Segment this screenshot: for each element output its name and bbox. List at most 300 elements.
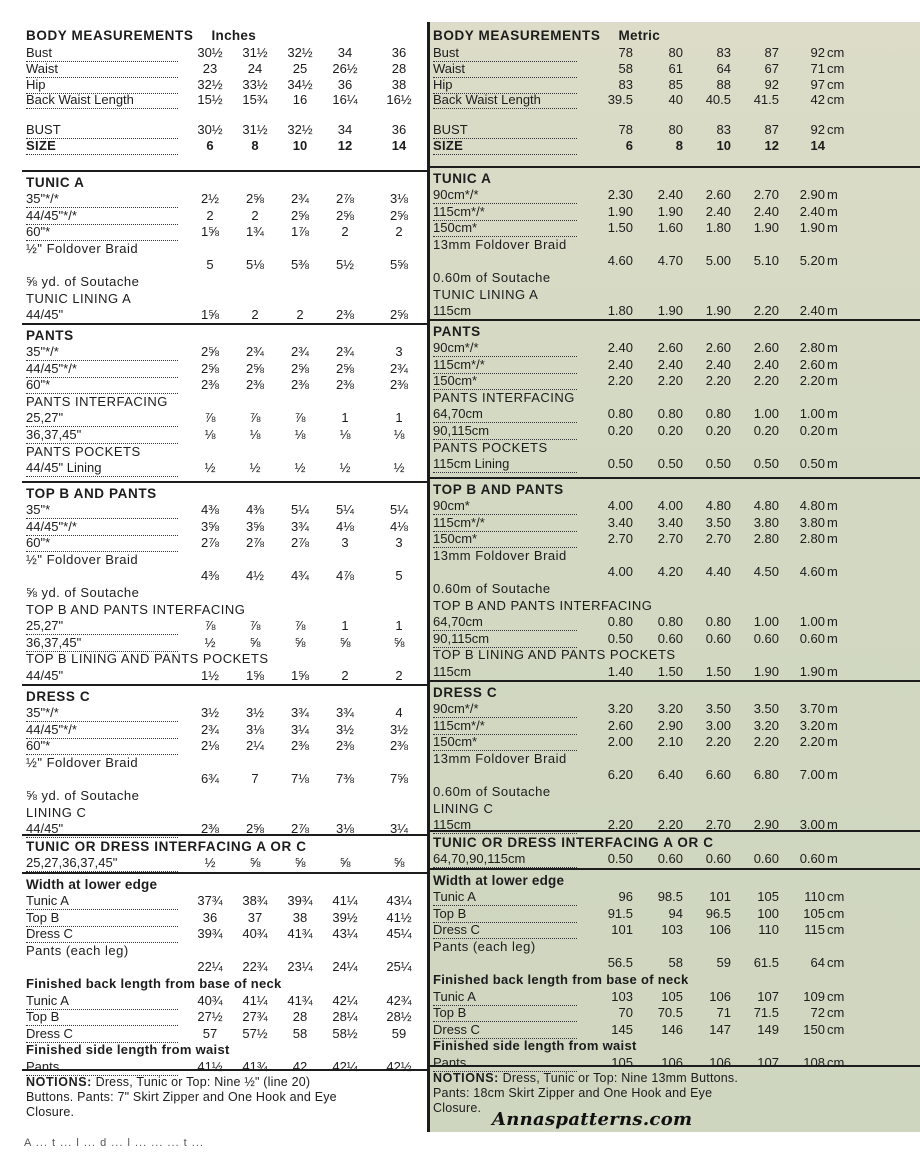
table-row xyxy=(429,647,920,663)
cell-value: 40¾ xyxy=(197,992,223,1008)
cell-value: 34½ xyxy=(287,76,313,92)
cell-value: 0.60 xyxy=(799,630,825,646)
table-row xyxy=(22,585,428,601)
cell-value: ½ xyxy=(294,460,306,476)
row-label: 115cm Lining xyxy=(433,456,577,473)
cell-value: 72 xyxy=(810,1005,825,1021)
cell-value: 2½ xyxy=(200,191,220,206)
cell-value: 2⅞ xyxy=(335,191,355,206)
cell-value: 2.20 xyxy=(705,734,731,750)
cell-value: 78 xyxy=(618,45,633,60)
cell-value: 4.00 xyxy=(607,498,633,513)
row-label: 64,70,90,115cm xyxy=(433,851,577,868)
cell-value: 38 xyxy=(391,76,407,92)
row-label: 90,115cm xyxy=(433,631,577,648)
row-label: ½" Foldover Braid xyxy=(26,240,139,256)
cell-value: 2.70 xyxy=(657,531,683,547)
cell-value: 32½ xyxy=(287,122,313,137)
cell-value: 7⅛ xyxy=(290,771,310,787)
cell-value: 2.20 xyxy=(607,373,633,389)
row-label: ½" Foldover Braid xyxy=(26,551,139,567)
section-title: Width at lower edge xyxy=(26,877,158,892)
cell-value: 2.70 xyxy=(705,531,731,547)
cell-value: 103 xyxy=(661,922,683,938)
cell-value: 32½ xyxy=(197,76,223,92)
cell-value: 2.40 xyxy=(705,356,731,372)
section-pants xyxy=(429,319,920,479)
row-label: 90cm*/* xyxy=(433,187,577,204)
cell-value: 2⅜ xyxy=(335,738,355,754)
cell-value: 103 xyxy=(611,988,633,1004)
section-title xyxy=(26,28,256,44)
section-top-b-and-pants xyxy=(22,481,428,686)
cell-value: 26½ xyxy=(332,60,358,76)
section-top-b-and-pants xyxy=(429,477,920,682)
cell-value: 3½ xyxy=(335,721,355,737)
unit-label: m xyxy=(827,406,838,422)
row-label: Waist xyxy=(26,61,178,78)
cell-value: 5 xyxy=(206,257,214,273)
notions-line: Buttons. Pants: 7" Skirt Zipper and One Hook and Eye xyxy=(26,1090,337,1104)
row-label: LINING C xyxy=(26,804,87,820)
cell-value: 0.80 xyxy=(607,406,633,422)
section-notions xyxy=(22,1069,428,1131)
cell-value: 2.80 xyxy=(799,531,825,547)
cell-value: 58 xyxy=(292,1025,308,1041)
row-label: 60"* xyxy=(26,377,178,394)
cell-value: 22¾ xyxy=(242,959,268,975)
table-row xyxy=(22,291,428,307)
cell-value: 4.40 xyxy=(705,564,731,580)
unit-label: cm xyxy=(827,955,845,971)
cell-value: 30½ xyxy=(197,122,223,137)
unit-label: m xyxy=(827,851,838,866)
row-label: 60"* xyxy=(26,224,178,241)
cell-value: 7 xyxy=(251,771,259,787)
cell-value: 4.00 xyxy=(607,564,633,580)
row-label: 35"*/* xyxy=(26,191,178,208)
row-label: PANTS POCKETS xyxy=(26,443,141,459)
cell-value: 40.5 xyxy=(705,92,731,108)
section-title: TUNIC A xyxy=(433,171,492,186)
cell-value: 28½ xyxy=(386,1009,412,1025)
cell-value: 4.70 xyxy=(657,253,683,269)
cell-value: 3½ xyxy=(200,705,220,720)
cell-value: 2.40 xyxy=(799,203,825,219)
cell-value: 5.20 xyxy=(799,253,825,269)
table-row xyxy=(22,122,428,138)
table-row xyxy=(22,855,428,871)
table-row xyxy=(429,373,920,389)
table-row xyxy=(22,427,428,443)
cell-value: 2 xyxy=(206,207,214,223)
cell-value: 3¾ xyxy=(335,705,355,720)
cell-value: 80 xyxy=(668,45,683,60)
table-row xyxy=(22,361,428,377)
cell-value: 36 xyxy=(202,909,218,925)
section-dress-c xyxy=(22,684,428,836)
cell-value: 1.90 xyxy=(657,203,683,219)
cell-value: 2 xyxy=(251,307,259,323)
cell-value: 1.00 xyxy=(799,406,825,422)
cell-value: 39¾ xyxy=(287,893,313,908)
unit-label: m xyxy=(827,373,838,389)
cell-value: 2 xyxy=(395,224,403,240)
cell-value: 6.40 xyxy=(657,767,683,783)
cell-value: 2.00 xyxy=(607,734,633,750)
row-label: 60"* xyxy=(26,738,178,755)
cell-value: 5 xyxy=(395,568,403,584)
table-row xyxy=(429,61,920,77)
cell-value: 1⅝ xyxy=(200,307,220,323)
cell-value: 41¾ xyxy=(287,926,313,942)
cell-value: 2¾ xyxy=(389,360,409,376)
cell-value: 3¾ xyxy=(290,705,310,720)
row-label: SIZE xyxy=(26,138,178,155)
row-label: 0.60m of Soutache xyxy=(433,581,551,596)
cell-value: 70.5 xyxy=(657,1005,683,1021)
cell-value: 3.80 xyxy=(753,514,779,530)
table-row xyxy=(429,253,920,269)
cell-value: 3⅛ xyxy=(389,191,409,206)
cell-value: 0.80 xyxy=(657,406,683,422)
metric-panel xyxy=(429,22,920,1132)
cell-value: 5¼ xyxy=(290,502,310,517)
cell-value: 3.40 xyxy=(657,514,683,530)
cell-value: 3.20 xyxy=(607,701,633,716)
cell-value: ⅞ xyxy=(294,410,306,426)
cell-value: 42¼ xyxy=(332,1059,358,1074)
table-row xyxy=(429,751,920,767)
row-label: 150cm* xyxy=(433,734,577,751)
cell-value: ½ xyxy=(249,460,261,476)
table-row xyxy=(429,989,920,1005)
table-row xyxy=(22,805,428,821)
table-row xyxy=(22,976,428,992)
cell-value: 6 xyxy=(625,138,633,153)
unit-label: m xyxy=(827,187,838,202)
cell-value: 7⅝ xyxy=(389,771,409,787)
section-title: DRESS C xyxy=(433,685,498,700)
cell-value: ⅛ xyxy=(339,427,351,442)
cell-value: 30½ xyxy=(197,45,223,60)
cell-value: ⅝ xyxy=(294,855,306,870)
cell-value: 1 xyxy=(341,410,349,426)
cell-value: ⅝ xyxy=(249,855,261,870)
cell-value: 2.20 xyxy=(657,373,683,389)
cell-value: 88 xyxy=(716,76,731,92)
cell-value: 43¼ xyxy=(386,893,412,908)
table-row xyxy=(429,1005,920,1021)
cell-value: 92 xyxy=(810,45,825,60)
cell-value: 3.20 xyxy=(657,701,683,716)
cell-value: 4¾ xyxy=(290,568,310,584)
cell-value: 2.40 xyxy=(607,340,633,355)
table-row xyxy=(22,61,428,77)
notions-line: Dress, Tunic or Top: Nine 13mm Buttons. xyxy=(498,1071,739,1085)
section-tunic-a xyxy=(429,166,920,321)
cell-value: 27¾ xyxy=(242,1009,268,1025)
section-title: PANTS xyxy=(433,324,481,339)
cell-value: 4½ xyxy=(245,568,265,584)
table-row xyxy=(429,204,920,220)
table-row xyxy=(22,92,428,108)
cell-value: 16½ xyxy=(386,92,412,108)
section-width-at-lower-edge xyxy=(429,868,920,1070)
row-label: Finished side length from waist xyxy=(26,1042,230,1058)
cell-value: 3.70 xyxy=(799,701,825,716)
row-label: 0.60m of Soutache xyxy=(433,270,551,285)
cell-value: 5.00 xyxy=(705,253,731,269)
cell-value: 61 xyxy=(668,60,683,76)
row-label: 115cm xyxy=(433,817,577,834)
cell-value: 1.90 xyxy=(705,303,731,319)
cell-value: 36 xyxy=(391,45,407,60)
cell-value: 3⅝ xyxy=(245,518,265,534)
table-row xyxy=(429,801,920,817)
cell-value: 28 xyxy=(292,1009,308,1025)
cell-value: 42½ xyxy=(386,1059,412,1074)
table-row xyxy=(429,1022,920,1038)
cell-value: 8 xyxy=(675,138,683,153)
unit-label: cm xyxy=(827,60,845,76)
cell-value: 4.80 xyxy=(705,498,731,513)
cell-value: ⅝ xyxy=(249,634,261,650)
cell-value: 2⅝ xyxy=(200,360,220,376)
row-label: Tunic A xyxy=(433,989,577,1006)
row-label: 44/45"*/* xyxy=(26,722,178,739)
cell-value: 2.60 xyxy=(607,717,633,733)
table-row xyxy=(22,45,428,61)
cell-value: 2.20 xyxy=(753,373,779,389)
cell-value: 2⅝ xyxy=(245,821,265,837)
cell-value: 25¼ xyxy=(386,959,412,975)
cell-value: 96 xyxy=(618,889,633,904)
row-label: TUNIC LINING A xyxy=(26,290,132,306)
cell-value: 2⅝ xyxy=(389,307,409,323)
cell-value: 2¾ xyxy=(335,344,355,359)
cell-value: 59 xyxy=(391,1025,407,1041)
notions-line: Closure. xyxy=(433,1101,482,1115)
unit-label: m xyxy=(827,614,838,630)
row-label: 44/45" xyxy=(26,668,178,685)
cell-value: 0.20 xyxy=(607,423,633,438)
row-label: 0.60m of Soutache xyxy=(433,784,551,799)
cell-value: 0.20 xyxy=(705,423,731,438)
table-row xyxy=(429,92,920,108)
row-label: Pants xyxy=(433,1055,577,1072)
row-label: 25,27,36,37,45" xyxy=(26,855,178,872)
cell-value: 1.50 xyxy=(607,220,633,236)
cell-value: 38 xyxy=(292,909,308,925)
cell-value: 2⅝ xyxy=(335,360,355,376)
cell-value: 2⅜ xyxy=(290,377,310,393)
table-row xyxy=(22,618,428,634)
table-row xyxy=(429,423,920,439)
row-label: 90cm*/* xyxy=(433,701,577,718)
table-row xyxy=(429,287,920,303)
table-row xyxy=(22,138,428,154)
cell-value: 2⅜ xyxy=(245,377,265,393)
cell-value: ⅞ xyxy=(249,410,261,426)
cut-off-footer-text: A ... t ... l ... d ... l ... ... ... t ... xyxy=(24,1137,204,1149)
cell-value: 5⅜ xyxy=(290,257,310,273)
cell-value: ½ xyxy=(339,460,351,476)
row-label: TOP B LINING AND PANTS POCKETS xyxy=(433,647,676,663)
cell-value: 2.40 xyxy=(657,187,683,202)
cell-value: 107 xyxy=(757,1055,779,1070)
cell-value: 25 xyxy=(292,60,308,76)
cell-value: 2.60 xyxy=(753,340,779,355)
cell-value: 5½ xyxy=(335,257,355,273)
table-row xyxy=(22,519,428,535)
cell-value: 149 xyxy=(757,1021,779,1037)
unit-header: Metric xyxy=(618,28,661,43)
cell-value: 1.90 xyxy=(657,303,683,319)
cell-value: 2⅞ xyxy=(290,535,310,551)
row-label: 90,115cm xyxy=(433,423,577,440)
cell-value: 3¼ xyxy=(290,721,310,737)
table-row xyxy=(22,722,428,738)
table-row xyxy=(429,498,920,514)
cell-value: 83 xyxy=(716,45,731,60)
row-label: 150cm* xyxy=(433,373,577,390)
cell-value: 41¾ xyxy=(287,992,313,1008)
row-label: Tunic A xyxy=(433,889,577,906)
cell-value: ⅝ xyxy=(294,634,306,650)
cell-value: 2⅝ xyxy=(200,344,220,359)
table-row xyxy=(22,257,428,273)
cell-value: 4.20 xyxy=(657,564,683,580)
row-label: 44/45"*/* xyxy=(26,519,178,536)
cell-value: 1.90 xyxy=(799,664,825,679)
cell-value: 0.60 xyxy=(657,851,683,866)
cell-value: 1.90 xyxy=(607,203,633,219)
table-row xyxy=(429,734,920,750)
cell-value: 2.30 xyxy=(607,187,633,202)
cell-value: 97 xyxy=(810,76,825,92)
row-label: Dress C xyxy=(433,1022,577,1039)
cell-value: 14 xyxy=(391,138,407,153)
cell-value: ⅞ xyxy=(204,410,216,426)
cell-value: 1⅝ xyxy=(245,668,265,683)
table-row xyxy=(429,939,920,955)
row-label: Top B xyxy=(26,1009,178,1026)
cell-value: 101 xyxy=(611,922,633,938)
row-label: ⅝ yd. of Soutache xyxy=(26,585,140,600)
row-label: 36,37,45" xyxy=(26,427,178,444)
table-row xyxy=(429,664,920,680)
section-title: PANTS xyxy=(26,328,74,343)
cell-value: 2.90 xyxy=(799,187,825,202)
cell-value: 83 xyxy=(618,76,633,92)
table-row xyxy=(22,344,428,360)
row-label: Bust xyxy=(433,45,577,62)
cell-value: 1.90 xyxy=(799,220,825,236)
table-row xyxy=(429,581,920,597)
table-row xyxy=(429,270,920,286)
cell-value: 71 xyxy=(810,60,825,76)
unit-label: cm xyxy=(827,905,845,921)
row-label: 90cm*/* xyxy=(433,340,577,357)
cell-value: 2⅜ xyxy=(389,377,409,393)
unit-label: m xyxy=(827,303,838,319)
cell-value: 15¾ xyxy=(242,92,268,108)
cell-value: 14 xyxy=(810,138,825,153)
row-label: ½" Foldover Braid xyxy=(26,754,139,770)
cell-value: 145 xyxy=(611,1021,633,1037)
table-row xyxy=(429,531,920,547)
cell-value: 42¾ xyxy=(386,992,412,1008)
row-label: 90cm* xyxy=(433,498,577,515)
cell-value: 0.80 xyxy=(607,614,633,630)
unit-header: Inches xyxy=(211,28,257,43)
unit-label: m xyxy=(827,514,838,530)
cell-value: 1.60 xyxy=(657,220,683,236)
row-label: 44/45"*/* xyxy=(26,208,178,225)
cell-value: 28¼ xyxy=(332,1009,358,1025)
cell-value: 6.60 xyxy=(705,767,731,783)
cell-value: 33½ xyxy=(242,76,268,92)
cell-value: 106 xyxy=(661,1055,683,1070)
cell-value: 2⅜ xyxy=(290,738,310,754)
cell-value: 1.90 xyxy=(753,220,779,236)
table-row xyxy=(22,568,428,584)
cell-value: 45¼ xyxy=(386,926,412,942)
cell-value: 3¼ xyxy=(389,821,409,837)
cell-value: 23 xyxy=(202,60,218,76)
table-row xyxy=(429,187,920,203)
cell-value: 0.80 xyxy=(657,614,683,630)
cell-value: 5¼ xyxy=(335,502,355,517)
cell-value: 0.60 xyxy=(657,630,683,646)
cell-value: 1 xyxy=(395,618,403,634)
row-label: Finished back length from base of neck xyxy=(26,976,282,991)
unit-label: cm xyxy=(827,1005,845,1021)
cell-value: 1.80 xyxy=(705,220,731,236)
cell-value: 98.5 xyxy=(657,889,683,904)
notions-line: Pants: 18cm Skirt Zipper and One Hook and Eye xyxy=(433,1086,713,1100)
cell-value: 3.50 xyxy=(753,701,779,716)
table-row xyxy=(429,122,920,138)
row-label: Hip xyxy=(26,77,178,94)
row-label: PANTS POCKETS xyxy=(433,439,548,455)
unit-label: cm xyxy=(827,889,845,904)
row-label: 115cm*/* xyxy=(433,357,577,374)
cell-value: 2.70 xyxy=(705,817,731,833)
section-body-measurements xyxy=(22,26,428,176)
cell-value: 3.20 xyxy=(799,717,825,733)
cell-value: 12 xyxy=(764,138,779,153)
row-label: BUST xyxy=(433,122,577,139)
row-label: 115cm*/* xyxy=(433,204,577,221)
watermark: Annaspatterns.com xyxy=(492,1109,693,1130)
cell-value: 110 xyxy=(804,889,825,904)
row-label: TOP B AND PANTS INTERFACING xyxy=(433,597,653,613)
table-row xyxy=(22,460,428,476)
row-label: 13mm Foldover Braid xyxy=(433,547,567,563)
section-title: DRESS C xyxy=(26,689,91,704)
cell-value: 4⅜ xyxy=(200,568,220,584)
table-row xyxy=(22,1042,428,1058)
row-label: Top B xyxy=(26,910,178,927)
table-row xyxy=(22,535,428,551)
unit-label: m xyxy=(827,717,838,733)
cell-value: 41½ xyxy=(386,909,412,925)
cell-value: 32½ xyxy=(287,45,313,60)
cell-value: 39.5 xyxy=(607,92,633,108)
cell-value: ½ xyxy=(204,855,216,870)
